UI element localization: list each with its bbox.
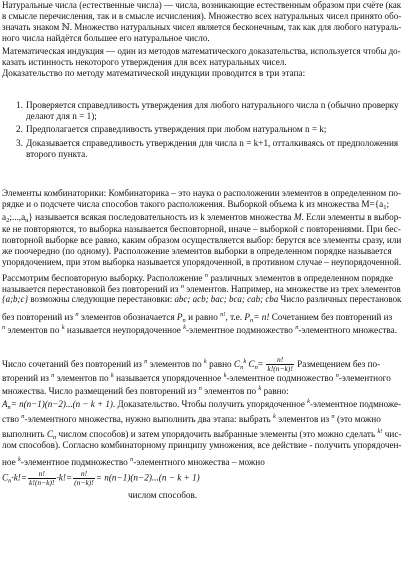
comb-line-11: без повторений из $^n$ элементов обозначается $P_n$ и равно $^{n!}$, т.е. $P_n= n$! Сочетанием без повторений из	[2, 311, 393, 324]
comb-line-7: упорядочением, при этом выборка называется упорядоченной, в противном случае – неупорядоченной.	[2, 257, 402, 267]
comb-line-20: ное $^k$-элементное подмножество $^n$-элементного множества – можно	[2, 456, 265, 467]
intro-line-5: Математическая индукция — один из методов математического доказательства, используется чтобы до-	[2, 46, 401, 56]
step-text: делают для n = 1);	[26, 111, 97, 121]
comb-line-3: $a_2;...,a_n$} называется всякая последовательность из k элементов множества M. Если элементы в выбор-	[2, 212, 402, 224]
intro-line-1: Натуральные числа (естественные числа) — числа, возникающие естественным образом при счёте (как	[2, 0, 402, 10]
comb-line-21: $C_n\cdot k!=$ $\frac{n!}{k!(n-k)!}$ ·k!= $\frac{n!}{(n-k)!}$ = n(n−1)(n−2)...(n − k + 1)	[2, 469, 200, 487]
comb-line-5: повторной выборке все равно, каким образом осуществляется выбор: берутся все элементы сразу, или	[2, 235, 402, 245]
comb-line-12: $^n$ элементов по $^k$ называется неупорядоченное $^k$-элементное подмножество $^n$-элементного множества.	[2, 324, 398, 335]
step-text: Проверяется справедливость утверждения для любого натурального числа n (обычно проверку	[26, 100, 399, 110]
comb-line-6: же поочередно (по одному). Расположение элементов выборки в определенном порядке называется	[2, 246, 392, 256]
intro-line-2: в смысле перечисления, так и в смысле исчисления). Множество всех натуральных чисел принято обо-	[2, 11, 402, 21]
step-number: 2.	[16, 124, 23, 134]
step-text: Предполагается справедливость утверждения при любом натуральном n = k;	[26, 124, 327, 134]
comb-line-22: числом способов.	[128, 490, 198, 500]
comb-line-4: ке не повторяются, то выборка называется бесповторной, иначе – выборкой с повторениями. При бес-	[2, 224, 401, 234]
intro-line-3: значать знаком ℕ. Множество натуральных чисел является бесконечным, так как для любого натураль-	[2, 22, 402, 32]
comb-line-18: выполнить $C_n$ числом способов) и затем упорядочить выбранные элементы (это можно сделать $^{k!}$ чис-	[2, 428, 402, 441]
comb-line-14: вторений из $^n$ элементов по $^k$ называется упорядоченное $^k$-элементное подмножество $^n$-элементного	[2, 372, 391, 383]
step-number: 3.	[16, 138, 23, 148]
comb-line-1: Элементы комбинаторики: Комбинаторика – это наука о расположении элементов в определенном по-	[2, 188, 402, 198]
step-text: Доказывается справедливость утверждения для числа n = k+1, отталкиваясь от предположения	[26, 138, 399, 148]
comb-line-10: {a;b;c} возможны следующие перестановки: abc; acb; bac; bca; cab; cba Число различных перестановок	[2, 294, 402, 304]
step-number: 1.	[16, 100, 23, 110]
comb-line-17: ство $^n$-элементного множества, нужно выполнить два этапа: выбрать $^k$ элементов из $^n$ (это можно	[2, 413, 381, 424]
comb-line-16: $A_n= n(n-1)(n-2)...(n - k + 1)$. Доказательство. Чтобы получить упорядоченное $^k$-элементное подмноже-	[2, 398, 402, 411]
step-text: второго пункта.	[26, 149, 88, 159]
step-3	[16, 138, 398, 160]
comb-line-19: лом способов). Согласно комбинаторному принципу умножения, все действие - получить упорядочен-	[2, 440, 402, 450]
comb-line-15: множества. Число размещений без повторений из $^n$ элементов по $^k$ равно:	[2, 385, 289, 396]
comb-line-13: Число сочетаний без повторений из $^n$ элементов по $^k$ равно $C_n^k$ $C_n=$ $\frac{n!}{k!(n-k)!}$ Размещением без по-	[2, 355, 381, 374]
comb-line-9: называется перестановкой без повторений из $^n$ элементов. Например, на множестве из трех элементов	[2, 283, 401, 294]
intro-line-4: ного числа найдётся большее его натуральное число.	[2, 33, 210, 43]
comb-line-8: Рассмотрим бесповторную выборку. Расположение $^n$ различных элементов в определенном порядке	[2, 272, 393, 283]
step-2	[16, 124, 326, 135]
step-1	[16, 100, 399, 122]
intro-line-6: казать истинность некоторого утверждения для всех натуральных чисел.	[2, 57, 287, 67]
intro-line-7: Доказательство по методу математической индукции проводится в три этапа:	[2, 68, 306, 78]
comb-line-2: рядке и о подсчете числа способов такого расположения. Выборкой объема k из множества $M=\{a_1$;	[2, 199, 390, 211]
